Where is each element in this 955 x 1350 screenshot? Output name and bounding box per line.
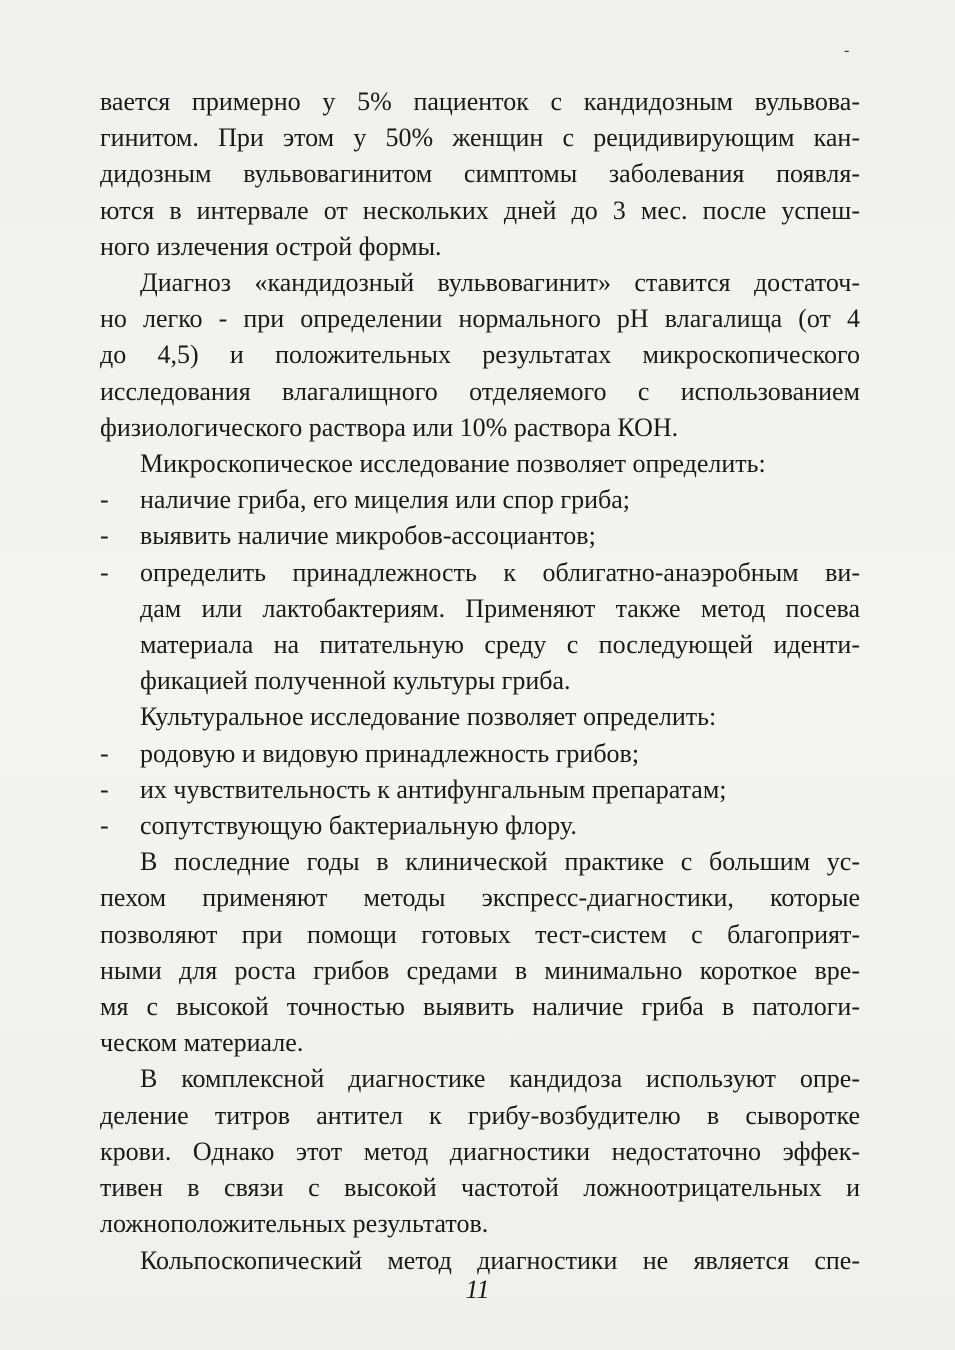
list-item-text: материала на питательную среду с последующей иденти- [140, 630, 860, 660]
list-dash: - [100, 811, 109, 841]
text-line: Микроскопическое исследование позволяет определить: [140, 449, 766, 479]
text-line: до 4,5) и положительных результатах микроскопического [100, 340, 860, 370]
text-line: вается примерно у 5% пациенток с кандидозным вульвова- [100, 87, 860, 116]
text-line: Диагноз «кандидозный вульвовагинит» ставится достаточ- [140, 268, 860, 298]
list-item-text: наличие гриба, его мицелия или спор гриба; [140, 485, 631, 515]
list-item-text: сопутствующую бактериальную флору. [140, 811, 577, 841]
list-item [100, 736, 860, 772]
text-line: но легко - при определении нормального рН влагалища (от 4 [100, 304, 860, 334]
text-line: физиологического раствора или 10% раствора КОН. [100, 412, 679, 442]
text-line: деление титров антител к грибу-возбудителю в сыворотке [100, 1100, 860, 1130]
list-item-text: фикацией полученной культуры гриба. [140, 666, 571, 696]
text-line: мя с высокой точностью выявить наличие гриба в патологи- [100, 992, 860, 1022]
list-item-continuation [100, 663, 860, 699]
list-dash: - [100, 738, 109, 768]
text-line: ными для роста грибов средами в минимально короткое вре- [100, 955, 860, 985]
list-item [100, 482, 860, 518]
list-item [100, 772, 860, 808]
list-item-text: выявить наличие микробов-ассоциантов; [140, 521, 596, 551]
text-line: В последние годы в клинической практике с большим ус- [140, 847, 860, 877]
text-line: гинитом. При этом у 50% женщин с рецидивирующим кан- [100, 123, 860, 153]
text-line: В комплексной диагностике кандидоза используют опре- [140, 1064, 860, 1094]
text-line: пехом применяют методы экспресс-диагностики, которые [100, 883, 860, 913]
list-item-text: родовую и видовую принадлежность грибов; [140, 738, 640, 768]
text-line: позволяют при помощи готовых тест-систем с благоприят- [100, 919, 860, 949]
list-dash: - [100, 485, 109, 515]
list-dash: - [100, 557, 109, 587]
page-number: 11 [465, 1275, 490, 1304]
list-item [100, 518, 860, 554]
text-line: исследования влагалищного отделяемого с использованием [100, 376, 860, 406]
corner-mark: - [844, 42, 850, 59]
text-line: Культуральное исследование позволяет определить: [140, 702, 717, 732]
page-text [100, 84, 860, 1279]
text-line: Кольпоскопический метод диагностики не является спе- [140, 1245, 860, 1275]
list-dash: - [100, 521, 109, 551]
text-line: тивен в связи с высокой частотой ложноотрицательных и [100, 1173, 860, 1203]
list-item [100, 808, 860, 844]
text-line: крови. Однако этот метод диагностики недостаточно эффек- [100, 1136, 860, 1166]
list-item-continuation [100, 627, 860, 663]
text-line: ного излечения острой формы. [100, 231, 442, 261]
list-item-continuation [100, 591, 860, 627]
list-item-text: их чувствительность к антифунгальным препаратам; [140, 774, 727, 804]
text-line: ложноположительных результатов. [100, 1209, 489, 1239]
text-line: ческом материале. [100, 1028, 304, 1058]
list-item [100, 555, 860, 591]
text-line: ются в интервале от нескольких дней до 3 мес. после успеш- [100, 195, 860, 225]
list-item-text: определить принадлежность к облигатно-анаэробным ви- [140, 557, 860, 587]
text-line: дидозным вульвовагинитом симптомы заболевания появля- [100, 159, 860, 189]
list-dash: - [100, 774, 109, 804]
list-item-text: дам или лактобактериям. Применяют также метод посева [140, 593, 860, 623]
